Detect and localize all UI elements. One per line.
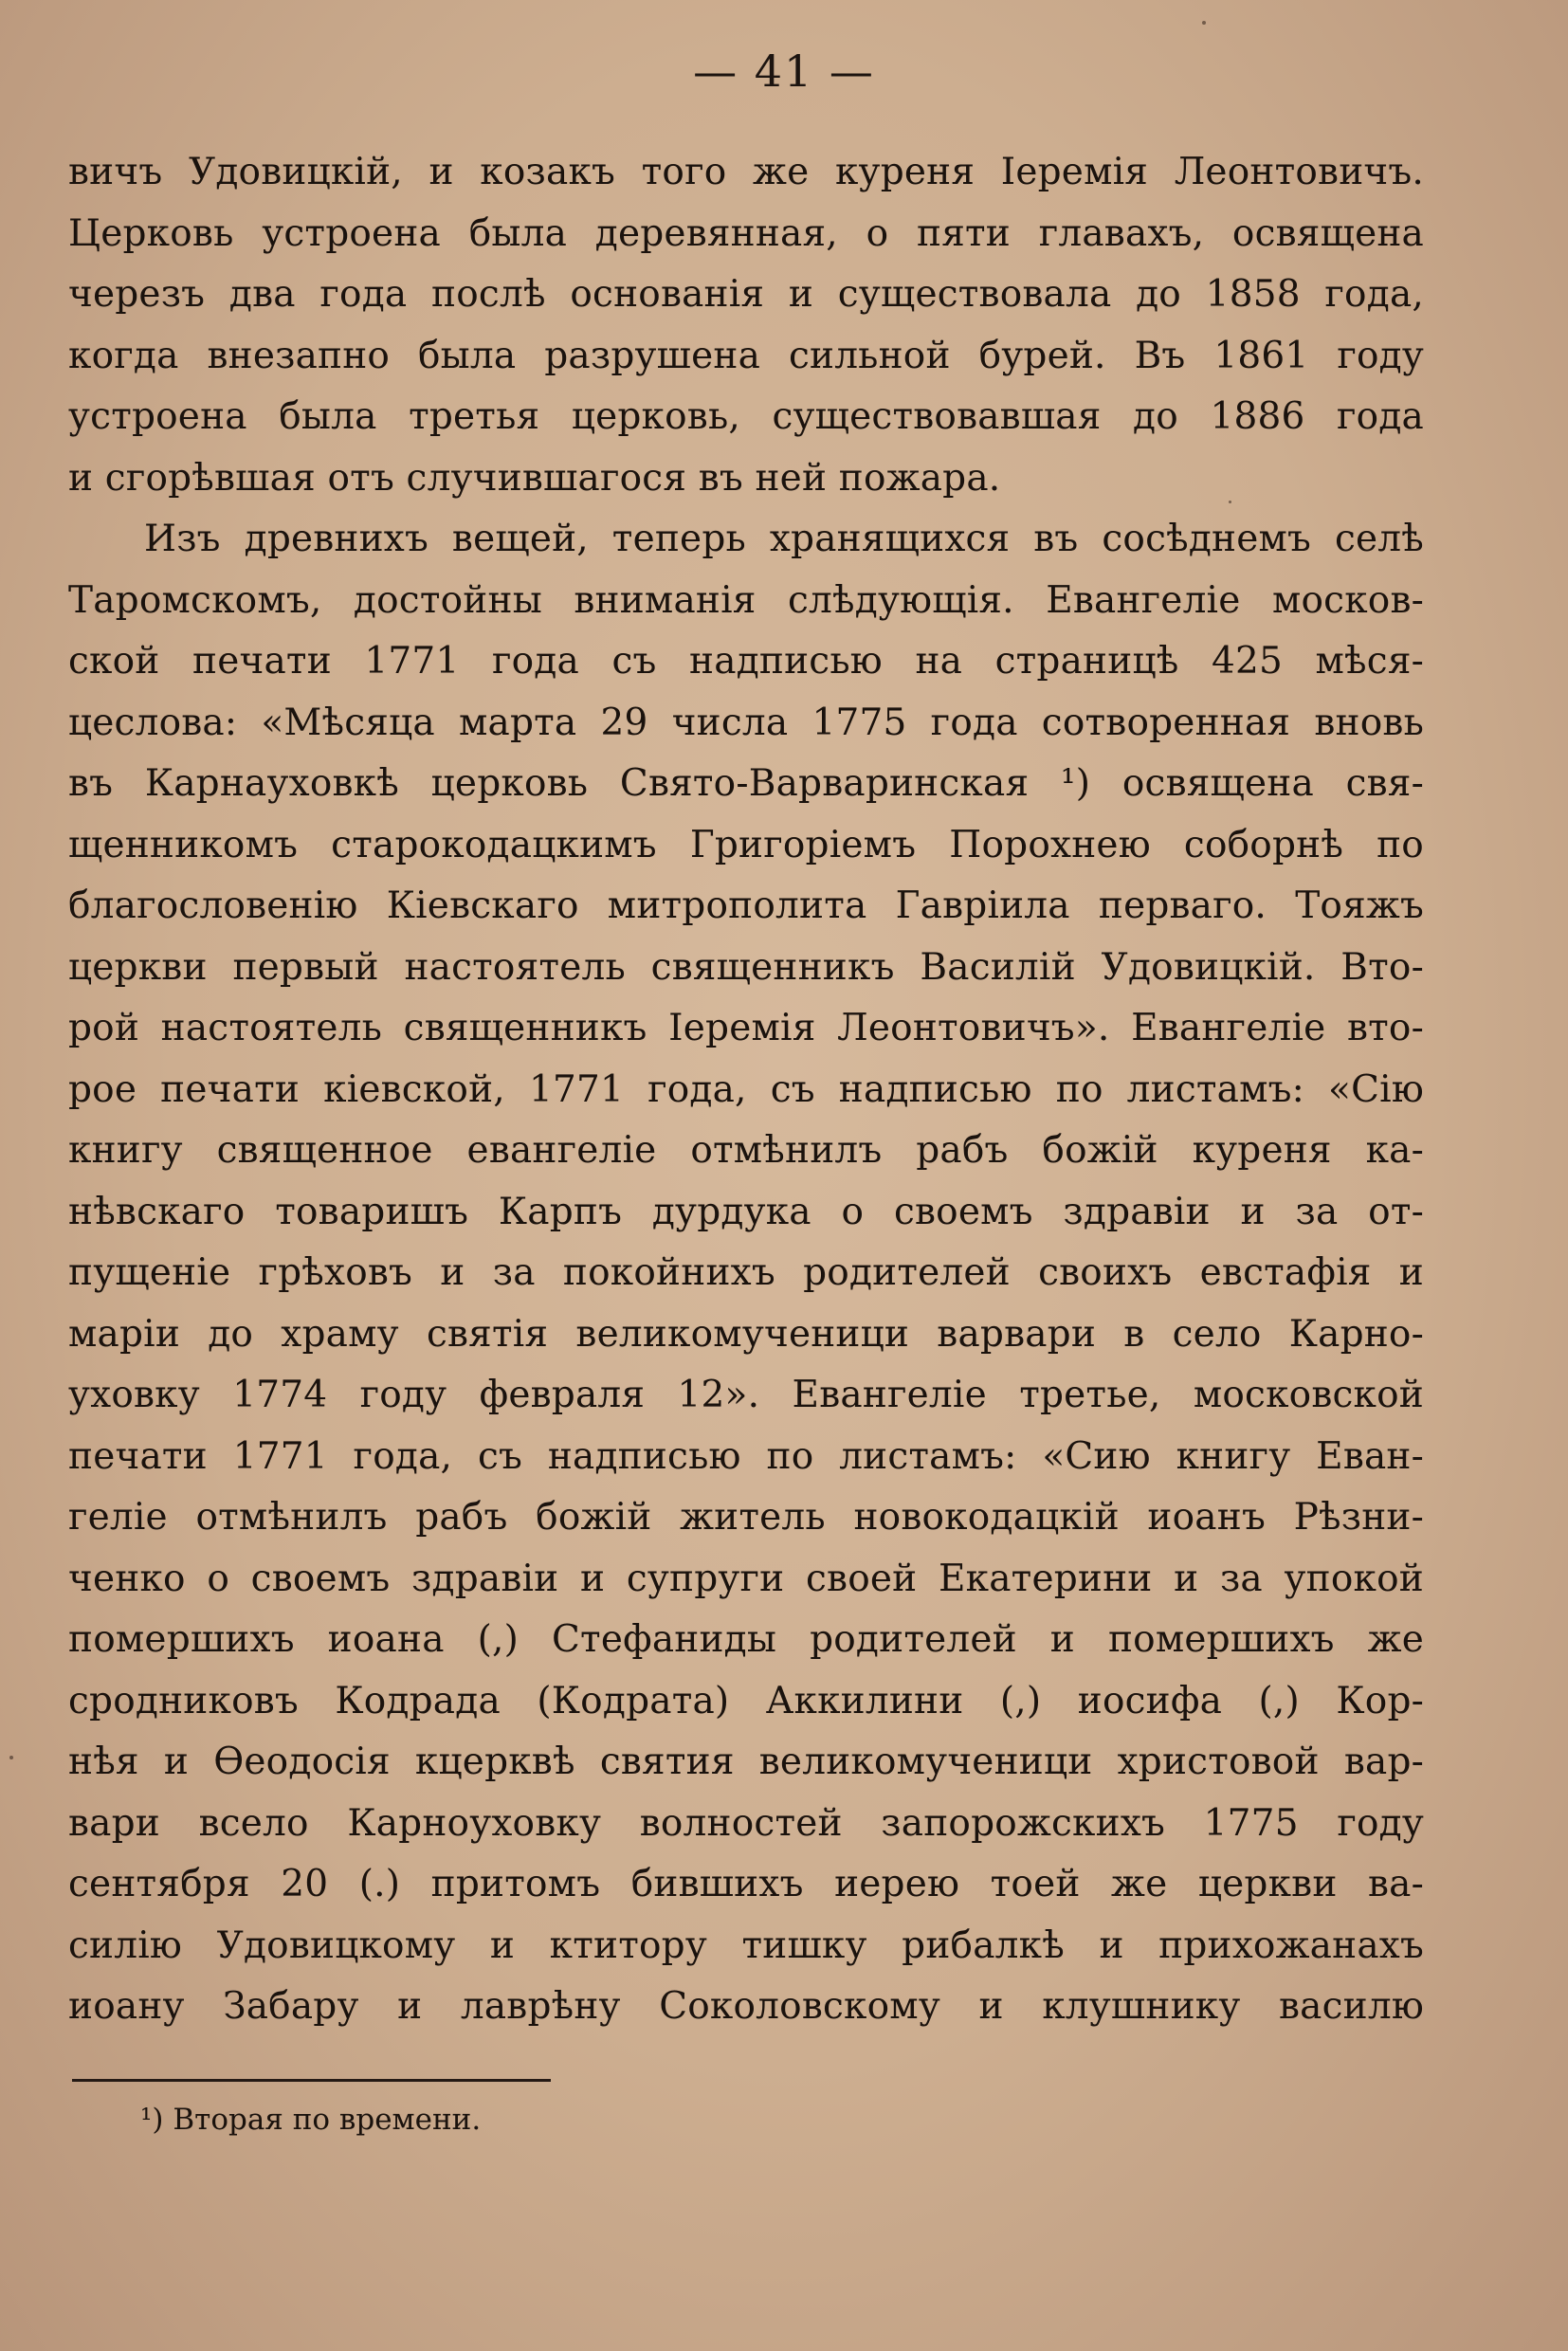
footnote [140, 2103, 481, 2137]
paper-speck [1229, 501, 1231, 503]
text-line: рой настоятель священникъ Іеремія Леонтовичъ». Евангеліе вто- [68, 1007, 1424, 1049]
text-line: рое печати кіевской, 1771 года, съ надписью по листамъ: «Сію [68, 1067, 1424, 1111]
text-line: вари всело Карноуховку волностей запорожскихъ 1775 году [68, 1801, 1424, 1845]
text-line: Изъ древнихъ вещей, теперь хранящихся въ сосѣднемъ селѣ [144, 518, 1424, 560]
text-line: и сгорѣвшая отъ случившагося въ ней пожара. [68, 456, 1001, 500]
text-line: нѣя и Өеодосія кцерквѣ святия великомученици христовой вар- [68, 1740, 1424, 1783]
text-line: когда внезапно была разрушена сильной бурей. Въ 1861 году [68, 334, 1424, 377]
text-line: нѣвскаго товаришъ Карпъ дурдука о своемъ здравіи и за от- [68, 1190, 1424, 1233]
text-line: уховку 1774 году февраля 12». Евангеліе третье, московской [68, 1374, 1424, 1416]
text-line: ской печати 1771 года съ надписью на страницѣ 425 мѣся- [68, 640, 1424, 683]
text-line: церкви первый настоятель священникъ Василій Удовицкій. Вто- [68, 945, 1424, 989]
text-line: сентября 20 (.) притомъ бившихъ иерею тоей же церкви ва- [68, 1863, 1424, 1905]
footnote-divider [72, 2079, 551, 2082]
text-line: книгу священное евангеліе отмѣнилъ рабъ божій куреня ка- [68, 1129, 1424, 1172]
paper-speck [9, 1756, 13, 1759]
text-line: черезъ два года послѣ основанія и существовала до 1858 года, [68, 273, 1424, 316]
text-line: Таромскомъ, достойны вниманія слѣдующія. Евангеліе москов- [68, 578, 1424, 622]
text-line: помершихъ иоана (,) Стефаниды родителей и помершихъ же [68, 1618, 1424, 1661]
text-line: иоану Забару и лаврѣну Соколовскому и клушнику василю [68, 1985, 1424, 2028]
text-line: въ Карнауховкѣ церковь Свято-Варваринская ¹) освящена свя- [68, 762, 1424, 805]
footnote-text: Вторая по времени. [163, 2103, 482, 2137]
footnote-marker: ¹) [140, 2103, 164, 2137]
text-line: ченко о своемъ здравіи и супруги своей Екатерини и за упокой [68, 1557, 1424, 1600]
text-line: маріи до храму святія великомученици варвари в село Карно- [68, 1312, 1424, 1356]
text-line: пущеніе грѣховъ и за покойнихъ родителей своихъ евстафія и [68, 1251, 1424, 1294]
text-line: Церковь устроена была деревянная, о пяти главахъ, освящена [68, 211, 1424, 255]
text-line: цеслова: «Мѣсяца марта 29 числа 1775 года сотворенная вновь [68, 701, 1424, 744]
text-line: силію Удовицкому и ктитору тишку рибалкѣ и прихожанахъ [68, 1923, 1424, 1967]
text-line: щенникомъ старокодацкимъ Григоріемъ Порохнею соборнѣ по [68, 823, 1424, 866]
page-number: — 41 — [693, 46, 875, 97]
text-line: устроена была третья церковь, существовавшая до 1886 года [68, 395, 1424, 438]
text-line: сродниковъ Кодрада (Кодрата) Аккилини (,) иосифа (,) Кор- [68, 1679, 1424, 1722]
text-line: геліе отмѣнилъ рабъ божій житель новокодацкій иоанъ Рѣзни- [68, 1496, 1424, 1539]
paper-speck [1202, 21, 1206, 25]
body-text [68, 142, 1424, 2038]
text-line: вичъ Удовицкій, и козакъ того же куреня Іеремія Леонтовичъ. [68, 151, 1424, 193]
text-line: благословенію Кіевскаго митрополита Гавріила перваго. Тояжъ [68, 884, 1424, 927]
text-line: печати 1771 года, съ надписью по листамъ: «Сию книгу Еван- [68, 1434, 1424, 1478]
